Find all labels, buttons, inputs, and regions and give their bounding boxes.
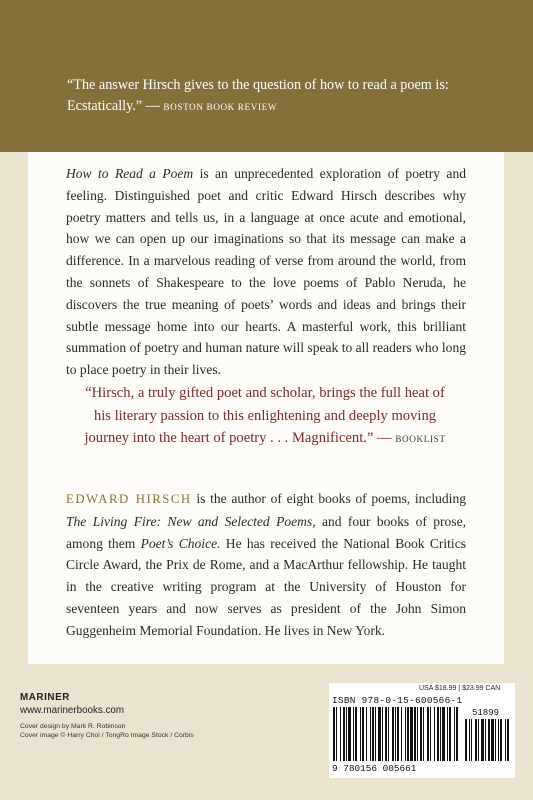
price-label: USA $18.99 | $23.99 CAN: [419, 685, 501, 692]
barcode-addon-stripe: [469, 719, 470, 761]
publisher-url[interactable]: www.marinerbooks.com: [20, 705, 124, 716]
bio-text-1: is the author of eight books of poems, including: [191, 491, 466, 506]
top-quote-band: [0, 0, 533, 152]
barcode-stripe: [353, 707, 354, 761]
barcode-addon-stripe: [505, 719, 506, 761]
barcode-stripe: [407, 707, 409, 761]
book-title: How to Read a Poem: [66, 166, 194, 181]
isbn-label: ISBN 978-0-15-600566-1: [332, 695, 463, 706]
barcode-stripe: [388, 707, 389, 761]
bio-text-3: He has received the National Book Critics Circle Award, the Prix de Rome, and a MacArthur fellowship. He taught in the creative writing program at the University of Houston for seventeen years and now serves as president of the John Simon Guggenheim Memorial Foundation. He lives in New York.: [66, 535, 466, 638]
barcode-stripe: [420, 707, 422, 761]
barcode-stripe: [333, 707, 335, 761]
barcode-stripe: [447, 707, 448, 761]
booklist-attribution: BOOKLIST: [395, 434, 446, 444]
publisher-info: [20, 692, 194, 740]
booklist-quote-text: “Hirsch, a truly gifted poet and scholar, brings the full heat of his literary passion to this enlightening and deeply moving journey into the heart of poetry . . . Magnificent.” —: [84, 385, 445, 446]
barcode-stripe: [417, 707, 418, 761]
barcode-addon-stripe: [471, 719, 472, 761]
barcode-addon-stripe: [488, 719, 490, 761]
book-description: [66, 163, 466, 381]
barcode-stripe: [375, 707, 376, 761]
barcode-stripe: [346, 707, 347, 761]
barcode-addon-stripe: [500, 719, 502, 761]
barcode-stripe: [430, 707, 431, 761]
barcode-addon-number: 51899: [472, 708, 500, 718]
cover-credits: [20, 722, 194, 740]
barcode-stripe: [382, 707, 383, 761]
barcode-stripe: [340, 707, 341, 761]
ean-number: 9 780156 005661: [332, 763, 417, 774]
barcode-stripe: [370, 707, 371, 761]
top-quote-text: “The answer Hirsch gives to the question of how to read a poem is: Ecstatically.” —: [67, 77, 449, 114]
barcode-stripe: [395, 707, 396, 761]
barcode-addon-stripe: [485, 719, 486, 761]
barcode-stripe: [410, 707, 413, 761]
barcode-stripe: [427, 707, 429, 761]
barcode-stripe: [385, 707, 387, 761]
publisher-name: MARINER: [20, 692, 70, 703]
description-text: is an unprecedented exploration of poetry and feeling. Distinguished poet and critic Edward Hirsch describes why poetry matters and tells us, in a language at once acute and emotional, how we can open up our imaginations so that its message can make a difference. In a marvelous reading of verse from around the world, from the sonnets of Shakespeare to the love poems of Pablo Neruda, he discovers the true meaning of poets’ words and ideas and brings their subtle message home into our hearts. A masterful work, this brilliant summation of poetry and human nature will speak to all readers who long to place poetry in their lives.: [66, 166, 466, 378]
barcode-stripe: [378, 707, 381, 761]
barcode-stripe: [336, 707, 337, 761]
cover-design-credit: Cover design by Mark R. Robinson: [20, 723, 126, 730]
barcode-stripe: [392, 707, 394, 761]
barcode-stripe: [456, 707, 458, 761]
barcode-addon-stripe: [491, 719, 494, 761]
barcode-stripe: [454, 707, 455, 761]
barcode-addon-stripe: [478, 719, 479, 761]
author-name: EDWARD HIRSCH: [66, 492, 192, 506]
barcode-addon-stripe: [495, 719, 496, 761]
barcode-stripe: [397, 707, 399, 761]
barcode-stripe: [366, 707, 367, 761]
bio-book-2: Poet’s Choice.: [140, 535, 221, 551]
barcode-stripe: [442, 707, 445, 761]
text-panel: [28, 152, 504, 664]
barcode-stripe: [434, 707, 435, 761]
barcode-addon-stripe: [507, 719, 509, 761]
barcode-stripe: [372, 707, 374, 761]
author-bio: [66, 488, 466, 642]
barcode-stripe: [362, 707, 364, 761]
top-review-quote: [67, 75, 467, 118]
barcode-stripe: [355, 707, 357, 761]
barcode-stripe: [348, 707, 351, 761]
barcode-addon-stripe: [498, 719, 499, 761]
barcode-stripe: [423, 707, 424, 761]
barcode-stripe: [440, 707, 441, 761]
barcode-addon-stripe: [475, 719, 477, 761]
barcode-stripe: [360, 707, 361, 761]
barcode-box: [329, 683, 515, 778]
barcode-stripe: [414, 707, 416, 761]
barcode-stripe: [343, 707, 345, 761]
top-quote-attribution: BOSTON BOOK REVIEW: [163, 102, 278, 112]
bio-text-2: and four books of prose, among them: [66, 513, 466, 551]
cover-image-credit: Cover image © Harry Choi / TongRo Image Stock / Corbis: [20, 732, 194, 739]
barcode-stripe: [437, 707, 439, 761]
barcode-stripe: [405, 707, 406, 761]
booklist-quote: [80, 382, 450, 451]
bio-book-1: The Living Fire: New and Selected Poems,: [66, 513, 316, 529]
barcode-addon-stripe: [481, 719, 484, 761]
barcode-stripe: [401, 707, 402, 761]
barcode-addon-stripe: [465, 719, 467, 761]
barcode-stripe: [449, 707, 451, 761]
